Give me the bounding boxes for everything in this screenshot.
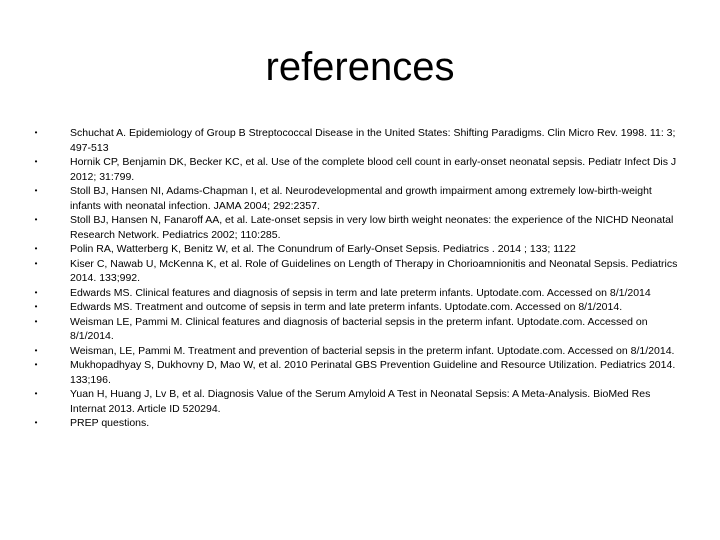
reference-item	[30, 300, 678, 315]
reference-text: Hornik CP, Benjamin DK, Becker KC, et al. Use of the complete blood cell count in early-onset neonatal sepsis. Pediatr Infect Dis J 2012; 31:799.	[70, 156, 677, 183]
bullet-icon: •	[34, 418, 38, 427]
bullet-icon: •	[34, 157, 38, 166]
reference-item	[30, 184, 678, 213]
bullet-icon: •	[34, 258, 38, 268]
reference-item	[30, 416, 678, 431]
reference-text: Weisman, LE, Pammi M. Treatment and prevention of bacterial sepsis in the preterm infant. Uptodate.com. Accessed on 8/1/2014.	[70, 344, 675, 357]
reference-text: Edwards MS. Clinical features and diagnosis of sepsis in term and late preterm infants. Uptodate.com. Accessed on 8/1/2014	[70, 286, 651, 299]
slide-title: references	[265, 45, 455, 89]
reference-text: Stoll BJ, Hansen NI, Adams-Chapman I, et al. Neurodevelopmental and growth impairment among extremely low-birth-weight infants with neonatal infection. JAMA 2004; 292:2357.	[70, 185, 652, 212]
bullet-icon: •	[34, 316, 38, 326]
bullet-icon: •	[34, 128, 38, 137]
bullet-icon: •	[34, 389, 38, 398]
reference-item	[30, 155, 678, 184]
bullet-icon: •	[34, 302, 38, 311]
bullet-icon: •	[34, 186, 38, 195]
reference-item	[30, 387, 678, 416]
reference-text: Yuan H, Huang J, Lv B, et al. Diagnosis Value of the Serum Amyloid A Test in Neonatal Sepsis: A Meta-Analysis. BioMed Res Internat 2013. Article ID 520294.	[70, 388, 651, 415]
reference-item	[30, 315, 678, 344]
reference-text: Schuchat A. Epidemiology of Group B Streptococcal Disease in the United States: Shifting Paradigms. Clin Micro Rev. 1998. 11: 3; 497-513	[70, 127, 676, 154]
bullet-icon: •	[34, 287, 38, 297]
reference-item	[30, 358, 678, 387]
reference-item	[30, 213, 678, 242]
reference-item	[30, 344, 678, 359]
reference-text: Edwards MS. Treatment and outcome of sepsis in term and late preterm infants. Uptodate.com. Accessed on 8/1/2014.	[70, 301, 623, 313]
reference-text: Stoll BJ, Hansen N, Fanaroff AA, et al. Late-onset sepsis in very low birth weight neonates: the experience of the NICHD Neonatal Research Network. Pediatrics 2002; 110:285.	[70, 214, 674, 241]
reference-text: Weisman LE, Pammi M. Clinical features and diagnosis of bacterial sepsis in the preterm infant. Uptodate.com. Accessed on 8/1/2014.	[70, 315, 648, 342]
reference-text: Polin RA, Watterberg K, Benitz W, et al. The Conundrum of Early-Onset Sepsis. Pediatrics . 2014 ; 133; 1122	[70, 243, 576, 255]
reference-item	[30, 126, 678, 155]
reference-text: Mukhopadhyay S, Dukhovny D, Mao W, et al. 2010 Perinatal GBS Prevention Guideline and Resource Utilization. Pediatrics 2014. 133;196.	[70, 359, 676, 386]
bullet-icon: •	[34, 345, 38, 355]
reference-item	[30, 257, 678, 286]
bullet-icon: •	[34, 360, 38, 369]
reference-item	[30, 286, 678, 301]
reference-text: PREP questions.	[70, 417, 150, 429]
bullet-icon: •	[34, 215, 38, 224]
bullet-icon: •	[34, 244, 38, 253]
reference-list	[30, 126, 678, 431]
reference-text: Kiser C, Nawab U, McKenna K, et al. Role of Guidelines on Length of Therapy in Chorioamnionitis and Neonatal Sepsis. Pediatrics 2014. 133;992.	[70, 257, 678, 284]
reference-item	[30, 242, 678, 257]
